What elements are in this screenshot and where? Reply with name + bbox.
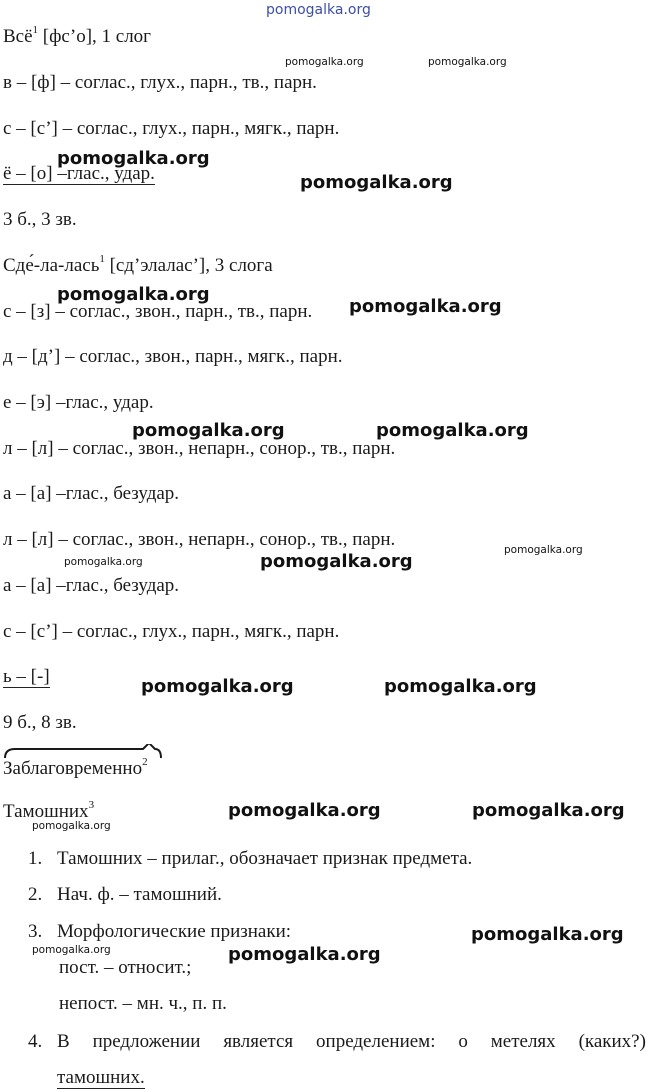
watermark: pomogalka.org [228, 800, 381, 821]
list-number: 1. [28, 848, 43, 869]
word-heading [3, 757, 148, 781]
letter-analysis: в – [ф] – соглас., глух., парн., тв., парн. [3, 72, 317, 93]
watermark: pomogalka.org [64, 556, 143, 568]
letter-count: 3 б., 3 зв. [3, 209, 77, 230]
watermark: pomogalka.org [285, 56, 364, 68]
word: определением: [316, 1031, 436, 1052]
watermark: pomogalka.org [504, 544, 583, 556]
list-number: 4. [28, 1031, 43, 1052]
letter-analysis: д – [д’] – соглас., звон., парн., мягк., парн. [3, 346, 343, 367]
list-item: Морфологические признаки: [57, 921, 292, 942]
word-heading [3, 25, 151, 49]
footnote-mark: 3 [88, 798, 95, 811]
watermark: pomogalka.org [428, 56, 507, 68]
word: (каких?) [578, 1031, 646, 1052]
footnote-mark: 1 [99, 252, 105, 265]
watermark: pomogalka.org [300, 172, 453, 193]
list-subitem: непост. – мн. ч., п. п. [59, 993, 227, 1014]
watermark: pomogalka.org [57, 284, 210, 305]
letter-analysis: а – [а] –глас., безудар. [3, 483, 180, 504]
word: Всё [3, 26, 33, 47]
word: является [223, 1031, 294, 1052]
watermark: pomogalka.org [228, 944, 381, 965]
letter-analysis: а – [а] –глас., безудар. [3, 575, 180, 596]
word: Тамошних [3, 801, 89, 822]
list-number: 3. [28, 921, 43, 942]
watermark: pomogalka.org [132, 420, 285, 441]
word: Сде́-ла-лась [3, 255, 100, 276]
word-heading [3, 254, 273, 278]
watermark: pomogalka.org [32, 820, 111, 832]
watermark: pomogalka.org [471, 924, 624, 945]
letter-analysis: л – [л] – соглас., звон., непарн., сонор., тв., парн. [3, 529, 396, 550]
underlined-text: тамошних. [57, 1067, 145, 1088]
watermark: pomogalka.org [141, 676, 294, 697]
watermark: pomogalka.org [472, 800, 625, 821]
word: Заблаговременно [3, 758, 143, 779]
list-item-continuation [57, 1066, 145, 1090]
letter-analysis: с – [с’] – соглас., глух., парн., мягк., парн. [3, 621, 340, 642]
list-item: Тамошних – прилаг., обозначает признак предмета. [57, 848, 473, 869]
watermark: pomogalka.org [266, 2, 371, 18]
word: метелях [490, 1031, 556, 1052]
footnote-mark: 2 [142, 755, 148, 768]
underlined-text: ь – [-] [3, 666, 50, 687]
footnote-mark: 1 [32, 23, 39, 36]
watermark: pomogalka.org [376, 420, 529, 441]
letter-analysis: л – [л] – соглас., звон., непарн., сонор., тв., парн. [3, 438, 396, 459]
list-item-justified [57, 1030, 646, 1054]
watermark: pomogalka.org [384, 676, 537, 697]
letter-analysis: с – [з] – соглас., звон., парн., тв., парн. [3, 301, 313, 322]
transcription: [фс’о], 1 слог [38, 26, 151, 47]
letter-analysis: е – [э] –глас., удар. [3, 392, 154, 413]
watermark: pomogalka.org [260, 551, 413, 572]
list-subitem: пост. – относит.; [59, 957, 192, 978]
watermark: pomogalka.org [349, 296, 502, 317]
letter-analysis [3, 665, 50, 689]
letter-count: 9 б., 8 зв. [3, 712, 77, 733]
watermark: pomogalka.org [57, 148, 210, 169]
word: предложении [92, 1031, 201, 1052]
word: о [458, 1031, 468, 1052]
letter-analysis: с – [с’] – соглас., глух., парн., мягк., парн. [3, 118, 340, 139]
list-item: Нач. ф. – тамошний. [57, 884, 222, 905]
transcription: [сд’элалас’], 3 слога [104, 255, 273, 276]
list-number: 2. [28, 884, 43, 905]
underlined-text: ё – [о] –глас., удар. [3, 163, 155, 184]
word: В [57, 1031, 70, 1052]
watermark: pomogalka.org [32, 944, 111, 956]
